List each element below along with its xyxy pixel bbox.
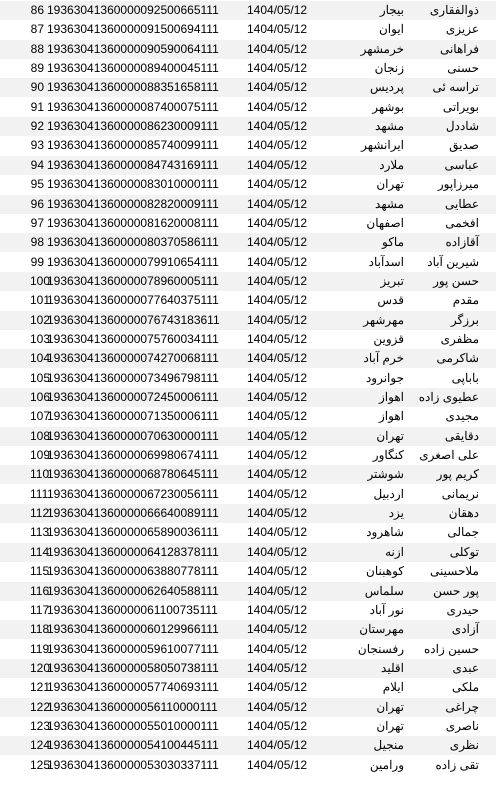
row-number: 104 xyxy=(30,351,51,366)
row-number: 123 xyxy=(30,718,51,733)
row-name: مجیدی xyxy=(445,409,479,424)
table-row xyxy=(0,388,496,407)
table-row xyxy=(0,117,496,136)
row-date: 1404/05/12 xyxy=(247,486,308,501)
row-city: ازنه xyxy=(385,544,404,559)
row-city: ایرانشهر xyxy=(361,138,404,153)
row-name: بویراتی xyxy=(442,99,479,114)
table-row xyxy=(0,78,496,97)
row-number: 105 xyxy=(30,370,51,385)
row-number: 97 xyxy=(30,215,44,230)
row-number: 120 xyxy=(30,660,51,675)
row-date: 1404/05/12 xyxy=(247,390,308,404)
row-number: 98 xyxy=(30,235,44,250)
table-row xyxy=(0,620,496,639)
row-name: برزگر xyxy=(450,312,479,327)
row-number: 118 xyxy=(30,622,50,637)
row-number: 111 xyxy=(30,486,49,501)
tracking-code: 19363041360000068780645111 xyxy=(47,467,219,482)
tracking-code: 19363041360000053030337111 xyxy=(47,757,219,772)
row-name: حسنی xyxy=(447,61,479,76)
tracking-code: 19363041360000058050738111 xyxy=(47,660,219,675)
row-date: 1404/05/12 xyxy=(247,331,308,346)
table-row xyxy=(0,369,496,388)
row-name: ناصری xyxy=(445,718,479,733)
table-row xyxy=(0,330,496,349)
row-name: عبدی xyxy=(452,660,479,675)
tracking-code: 19363041360000072450006111 xyxy=(47,390,219,404)
row-name: مظفری xyxy=(440,331,479,346)
row-date: 1404/05/12 xyxy=(247,718,308,733)
table-row xyxy=(0,349,496,368)
table-row xyxy=(0,40,496,59)
row-number: 119 xyxy=(30,641,50,656)
row-date: 1404/05/12 xyxy=(247,564,308,579)
row-date: 1404/05/12 xyxy=(247,215,308,230)
tracking-code: 19363041360000060129966111 xyxy=(47,622,219,637)
tracking-code: 19363041360000076743183611 xyxy=(47,312,220,327)
row-date: 1404/05/12 xyxy=(247,293,308,308)
row-name: حسن پور xyxy=(433,273,479,288)
row-city: اهواز xyxy=(379,409,404,424)
row-city: تهران xyxy=(376,177,404,192)
row-city: شاهرود xyxy=(366,525,404,540)
row-number: 107 xyxy=(30,409,51,424)
row-number: 100 xyxy=(30,273,51,288)
row-date: 1404/05/12 xyxy=(247,99,308,114)
row-number: 92 xyxy=(30,119,44,134)
row-date: 1404/05/12 xyxy=(247,428,308,443)
table-row xyxy=(0,427,496,446)
row-city: قزوین xyxy=(373,331,404,346)
row-number: 124 xyxy=(30,738,51,753)
table-row xyxy=(0,272,496,291)
tracking-code: 19363041360000081620008111 xyxy=(47,215,219,230)
tracking-code: 19363041360000055010000111 xyxy=(47,718,219,733)
row-city: خرم آباد xyxy=(363,351,404,366)
row-city: اصفهان xyxy=(366,215,404,230)
tracking-code: 19363041360000074270068111 xyxy=(47,351,219,366)
tracking-code: 19363041360000092500665111 xyxy=(47,3,219,17)
row-name: نریمانی xyxy=(441,486,479,501)
row-number: 91 xyxy=(30,99,44,114)
row-number: 114 xyxy=(30,544,50,559)
tracking-code: 19363041360000090590064111 xyxy=(47,41,219,56)
row-city: اردبیل xyxy=(373,486,404,501)
row-date: 1404/05/12 xyxy=(247,680,308,695)
tracking-code: 19363041360000087400075111 xyxy=(47,99,219,114)
row-name: حسین زاده xyxy=(424,641,479,656)
table-row xyxy=(0,1,496,20)
row-name: چراغی xyxy=(445,699,479,714)
row-number: 89 xyxy=(30,61,44,76)
row-number: 87 xyxy=(30,22,44,37)
tracking-code: 19363041360000062640588111 xyxy=(47,583,219,598)
row-name: ملاحسینی xyxy=(430,564,479,579)
row-city: تبریز xyxy=(380,273,404,288)
row-date: 1404/05/12 xyxy=(247,544,308,559)
row-city: جوانرود xyxy=(365,370,404,385)
row-date: 1404/05/12 xyxy=(247,312,308,327)
row-name: تقی زاده xyxy=(435,757,479,772)
row-name: عطایی xyxy=(444,196,479,211)
row-number: 106 xyxy=(30,390,51,404)
table-row xyxy=(0,156,496,175)
row-city: ملارد xyxy=(379,157,404,172)
row-city: شوشتر xyxy=(367,467,404,482)
table-row xyxy=(0,311,496,330)
table-row xyxy=(0,20,496,39)
row-number: 94 xyxy=(30,157,44,172)
tracking-code: 19363041360000069980674111 xyxy=(47,448,219,463)
table-row xyxy=(0,523,496,542)
row-city: نور آباد xyxy=(369,602,404,617)
row-name: علی اصغری xyxy=(419,448,479,463)
row-number: 101 xyxy=(30,293,51,308)
row-date: 1404/05/12 xyxy=(247,119,308,134)
tracking-code: 19363041360000066640089111 xyxy=(47,506,219,521)
row-date: 1404/05/12 xyxy=(247,757,308,772)
row-date: 1404/05/12 xyxy=(247,273,308,288)
row-name: توکلی xyxy=(449,544,479,559)
tracking-code: 19363041360000054100445111 xyxy=(47,738,219,753)
row-number: 125 xyxy=(30,757,51,772)
row-name: نظری xyxy=(449,738,479,753)
row-date: 1404/05/12 xyxy=(247,467,308,482)
tracking-code: 19363041360000078960005111 xyxy=(47,273,219,288)
row-name: شیرین آباد xyxy=(427,254,479,269)
tracking-code: 19363041360000086230009111 xyxy=(47,119,219,134)
table-row xyxy=(0,601,496,620)
table-row xyxy=(0,659,496,678)
table-row xyxy=(0,698,496,717)
row-number: 122 xyxy=(30,699,51,714)
tracking-code: 19363041360000082820009111 xyxy=(47,196,219,211)
table-row xyxy=(0,756,496,775)
row-number: 112 xyxy=(30,506,50,521)
table-row xyxy=(0,582,496,601)
table-row xyxy=(0,175,496,194)
row-name: آقازاده xyxy=(445,235,479,250)
tracking-code: 19363041360000084743169111 xyxy=(47,157,219,172)
row-city: زنجان xyxy=(374,61,404,76)
tracking-code: 19363041360000085740099111 xyxy=(47,138,219,153)
tracking-code: 19363041360000065890036111 xyxy=(47,525,219,540)
table-row xyxy=(0,562,496,581)
row-number: 96 xyxy=(30,196,44,211)
row-date: 1404/05/12 xyxy=(247,351,308,366)
row-date: 1404/05/12 xyxy=(247,738,308,753)
row-city: کنگاور xyxy=(372,448,404,463)
row-name: دقایقی xyxy=(444,428,479,443)
row-date: 1404/05/12 xyxy=(247,409,308,424)
table-row xyxy=(0,214,496,233)
row-date: 1404/05/12 xyxy=(247,138,308,153)
row-city: بوشهر xyxy=(372,99,404,114)
table-row xyxy=(0,678,496,697)
tracking-code: 19363041360000073496798111 xyxy=(47,370,219,385)
row-city: قدس xyxy=(377,293,404,308)
row-number: 116 xyxy=(30,583,50,598)
row-name: پور حسن xyxy=(433,583,479,598)
row-date: 1404/05/12 xyxy=(247,177,308,192)
row-city: بیجار xyxy=(379,3,404,17)
row-city: رفسنجان xyxy=(357,641,404,656)
row-name: جمالی xyxy=(447,525,479,540)
row-name: مقدم xyxy=(452,293,479,308)
row-number: 108 xyxy=(30,428,51,443)
row-name: فراهانی xyxy=(439,41,479,56)
row-number: 93 xyxy=(30,138,44,153)
row-number: 99 xyxy=(30,254,44,269)
row-city: اقلید xyxy=(381,660,404,675)
table-row xyxy=(0,136,496,155)
tracking-code: 19363041360000075760034111 xyxy=(47,331,219,346)
row-name: عزیزی xyxy=(445,22,479,37)
row-number: 117 xyxy=(30,602,50,617)
row-city: ایوان xyxy=(378,22,404,37)
row-date: 1404/05/12 xyxy=(247,61,308,76)
row-name: عباسی xyxy=(444,157,479,172)
row-date: 1404/05/12 xyxy=(247,235,308,250)
row-date: 1404/05/12 xyxy=(247,641,308,656)
tracking-code: 19363041360000071350006111 xyxy=(47,409,219,424)
row-date: 1404/05/12 xyxy=(247,660,308,675)
row-city: پردیس xyxy=(370,80,404,95)
table-row xyxy=(0,504,496,523)
tracking-code: 19363041360000063880778111 xyxy=(47,564,219,579)
row-city: مهرشهر xyxy=(363,312,404,327)
row-city: ماکو xyxy=(382,235,404,250)
row-date: 1404/05/12 xyxy=(247,699,308,714)
row-name: باباپی xyxy=(451,370,479,385)
row-date: 1404/05/12 xyxy=(247,157,308,172)
row-date: 1404/05/12 xyxy=(247,602,308,617)
row-name: شاکرمی xyxy=(436,351,479,366)
table-row xyxy=(0,407,496,426)
row-city: تهران xyxy=(376,699,404,714)
tracking-code: 19363041360000088351658111 xyxy=(47,80,219,95)
row-city: تهران xyxy=(376,718,404,733)
row-date: 1404/05/12 xyxy=(247,41,308,56)
row-name: حیدری xyxy=(446,602,479,617)
tracking-code: 19363041360000056110000111 xyxy=(47,699,218,714)
row-city: منجیل xyxy=(373,738,404,753)
row-city: اسدآباد xyxy=(368,254,404,269)
row-city: اهواز xyxy=(379,390,404,404)
tracking-code: 19363041360000077640375111 xyxy=(47,293,219,308)
table-row xyxy=(0,640,496,659)
row-city: ورامین xyxy=(369,757,404,772)
row-date: 1404/05/12 xyxy=(247,196,308,211)
row-number: 88 xyxy=(30,41,44,56)
row-date: 1404/05/12 xyxy=(247,622,308,637)
tracking-code: 19363041360000064128378111 xyxy=(47,544,219,559)
row-city: کوهبنان xyxy=(366,564,404,579)
table-row xyxy=(0,253,496,272)
row-city: مشهد xyxy=(375,119,404,134)
row-number: 113 xyxy=(30,525,50,540)
row-number: 86 xyxy=(30,3,44,17)
row-number: 115 xyxy=(30,564,50,579)
row-name: کریم پور xyxy=(436,467,479,482)
row-name: میرزاپور xyxy=(437,177,479,192)
row-name: دهقان xyxy=(448,506,479,521)
tracking-code: 19363041360000057740693111 xyxy=(47,680,219,695)
tracking-code: 19363041360000089400045111 xyxy=(47,61,219,76)
row-date: 1404/05/12 xyxy=(247,22,308,37)
row-city: سلماس xyxy=(364,583,404,598)
row-name: شاددل xyxy=(445,119,479,134)
tracking-code: 19363041360000083010000111 xyxy=(47,177,219,192)
row-name: آزادی xyxy=(451,622,479,637)
tracking-code: 19363041360000070630000111 xyxy=(47,428,219,443)
table-row xyxy=(0,736,496,755)
table-row xyxy=(0,59,496,78)
row-number: 102 xyxy=(30,312,51,327)
table-row xyxy=(0,465,496,484)
tracking-code: 19363041360000091500694111 xyxy=(47,22,219,37)
row-number: 109 xyxy=(30,448,51,463)
table-row xyxy=(0,195,496,214)
tracking-code: 19363041360000079910654111 xyxy=(47,254,219,269)
row-city: ایلام xyxy=(382,680,404,695)
tracking-code: 19363041360000080370586111 xyxy=(47,235,219,250)
row-number: 110 xyxy=(30,467,50,482)
tracking-code: 19363041360000059610077111 xyxy=(47,641,219,656)
row-date: 1404/05/12 xyxy=(247,3,308,17)
row-city: مشهد xyxy=(375,196,404,211)
row-city: یزد xyxy=(388,506,404,521)
table-row xyxy=(0,291,496,310)
table-row xyxy=(0,485,496,504)
row-name: ذوالفقاری xyxy=(429,3,479,17)
row-name: تراسه ئی xyxy=(432,80,479,95)
table-row xyxy=(0,233,496,252)
row-date: 1404/05/12 xyxy=(247,583,308,598)
row-city: مهرستان xyxy=(359,622,404,637)
row-name: عطیوی زاده xyxy=(418,390,479,404)
tracking-code: 19363041360000067230056111 xyxy=(47,486,219,501)
table-row xyxy=(0,98,496,117)
row-number: 121 xyxy=(30,680,51,695)
row-name: افخمی xyxy=(445,215,479,230)
row-city: خرمشهر xyxy=(360,41,404,56)
row-name: ملکی xyxy=(451,680,479,695)
row-number: 90 xyxy=(30,80,44,95)
tracking-code: 19363041360000061100735111 xyxy=(47,602,218,617)
row-date: 1404/05/12 xyxy=(247,254,308,269)
row-date: 1404/05/12 xyxy=(247,370,308,385)
row-date: 1404/05/12 xyxy=(247,80,308,95)
table-row xyxy=(0,717,496,736)
row-city: تهران xyxy=(376,428,404,443)
row-number: 95 xyxy=(30,177,44,192)
table-row xyxy=(0,446,496,465)
table-row xyxy=(0,543,496,562)
row-name: صدیق xyxy=(449,138,479,153)
row-number: 103 xyxy=(30,331,51,346)
row-date: 1404/05/12 xyxy=(247,506,308,521)
row-date: 1404/05/12 xyxy=(247,448,308,463)
row-date: 1404/05/12 xyxy=(247,525,308,540)
